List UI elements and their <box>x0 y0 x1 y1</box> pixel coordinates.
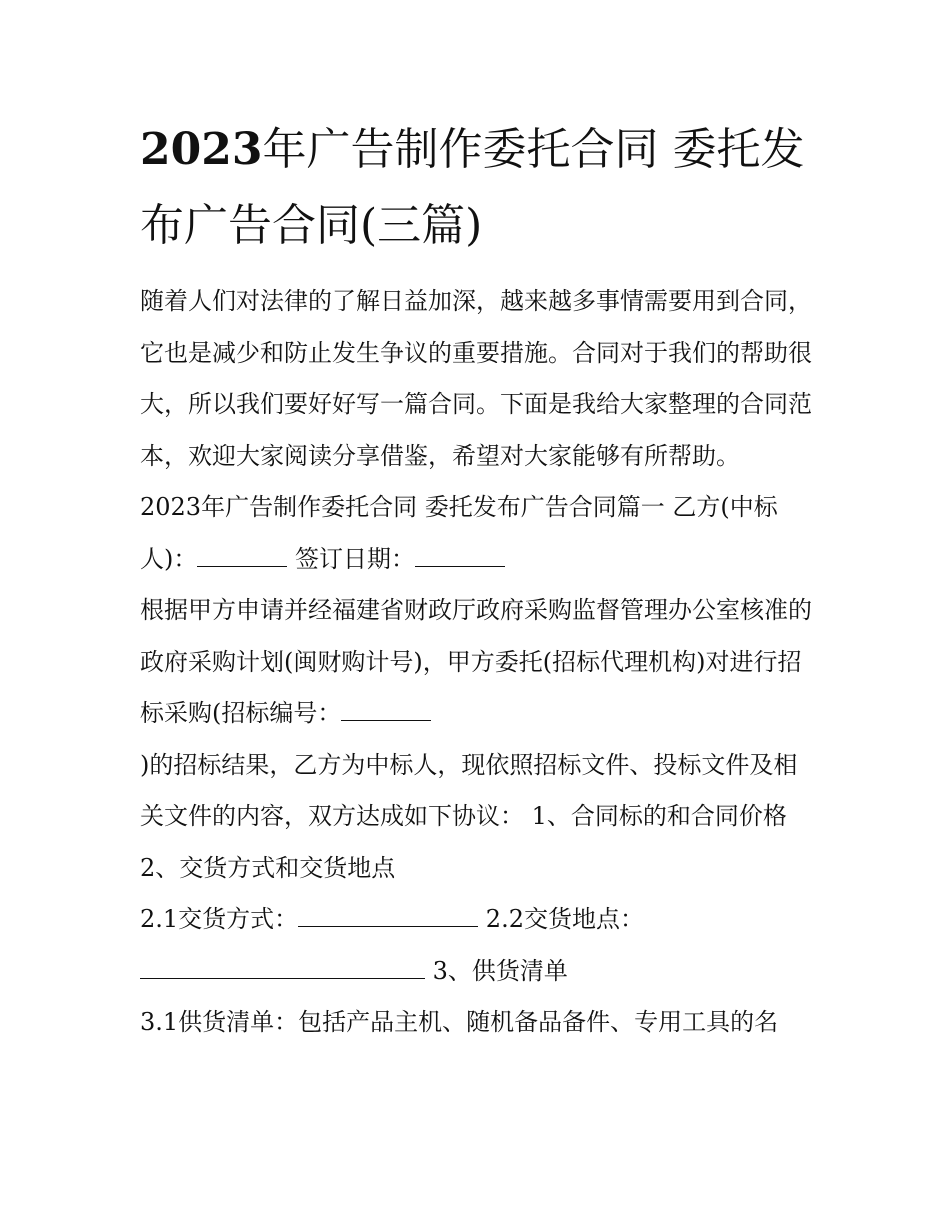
delivery-paragraph <box>140 894 815 997</box>
document-title <box>140 112 815 264</box>
delivery-method-label: 2.1交货方式： <box>140 905 299 933</box>
sign-date-blank <box>415 544 505 567</box>
title-year: 2023 <box>140 124 263 175</box>
delivery-place-label: 2.2交货地点： <box>478 905 644 933</box>
sign-date-label: 签订日期： <box>295 544 416 573</box>
title-text: 年广告制作委托合同 委托发布广告合同(三篇) <box>140 124 805 251</box>
bidder-blank <box>197 544 287 567</box>
basis-text: 根据甲方申请并经福建省财政厅政府采购监督管理办公室核准的政府采购计划(闽财购计号)，甲方委托(招标代理机构)对进行招标采购(招标编号： <box>140 596 812 727</box>
document-body <box>140 276 815 1049</box>
supply-list-paragraph: 3.1供货清单：包括产品主机、随机备品备件、专用工具的名 <box>140 1008 779 1036</box>
supply-list-heading: 3、供货清单 <box>425 956 568 985</box>
intro-paragraph: 随着人们对法律的了解日益加深，越来越多事情需要用到合同，它也是减少和防止发生争议的重要措施。合同对于我们的帮助很大，所以我们要好好写一篇合同。下面是我给大家整理的合同范本，欢迎大家阅读分享借鉴，希望对大家能够有所帮助。 <box>140 287 812 470</box>
basis-paragraph <box>140 585 815 740</box>
tender-number-blank <box>341 698 431 721</box>
delivery-place-blank <box>140 956 425 979</box>
section1-paragraph <box>140 482 815 585</box>
delivery-method-blank <box>298 904 478 927</box>
section1-heading: 2023年广告制作委托合同 委托发布广告合同篇一 乙方(中标人)： <box>140 493 778 573</box>
basis-continuation: )的招标结果，乙方为中标人，现依照招标文件、投标文件及相关文件的内容，双方达成如下协议： 1、合同标的和合同价格 2、交货方式和交货地点 <box>140 750 798 882</box>
